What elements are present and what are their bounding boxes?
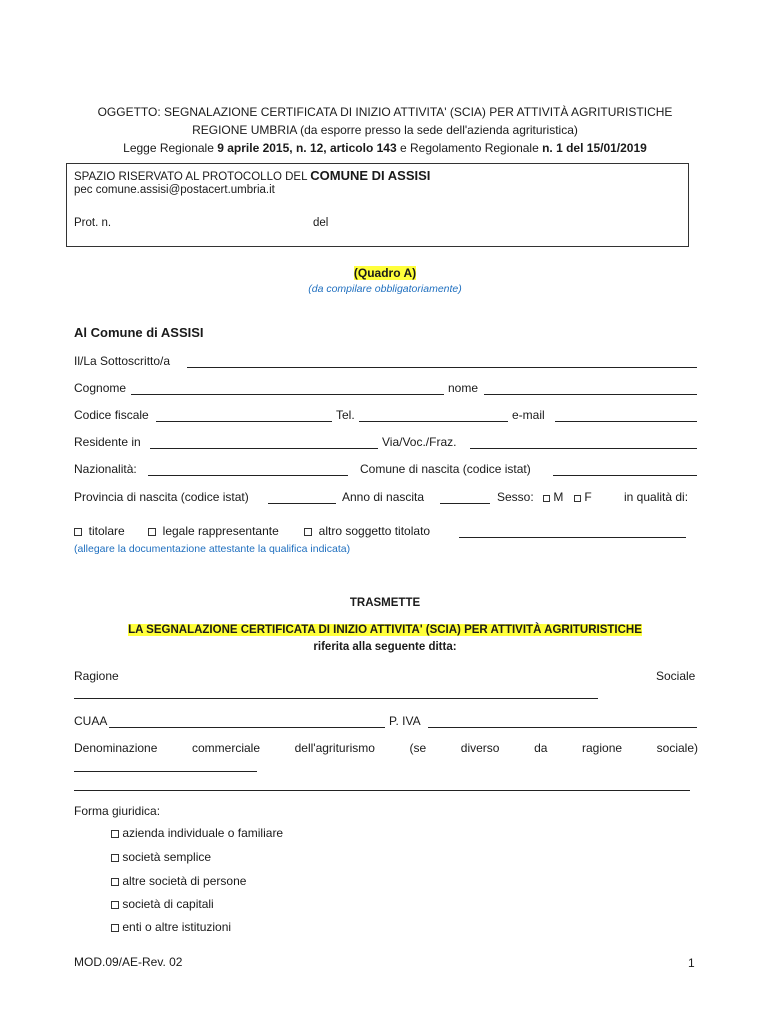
provincia-nascita-field[interactable] <box>268 503 336 504</box>
sociale-label: Sociale <box>656 669 696 683</box>
quadro-title-wrap <box>0 266 770 280</box>
header-line-2: REGIONE UMBRIA (da esporre presso la sede dell'azienda agrituristica) <box>192 123 578 137</box>
denominazione-word: (se <box>409 741 427 755</box>
legale-label: legale rappresentante <box>162 524 279 538</box>
protocol-title-text: SPAZIO RISERVATO AL PROTOCOLLO DEL <box>74 171 311 183</box>
codice-fiscale-field[interactable] <box>156 421 332 422</box>
sesso-f-option[interactable] <box>574 490 592 504</box>
trasmette-sub: riferita alla seguente ditta: <box>313 641 457 653</box>
titolare-label: titolare <box>88 524 125 538</box>
denominazione-field-2[interactable] <box>74 790 690 791</box>
codice-fiscale-label: Codice fiscale <box>74 408 149 422</box>
denominazione-word: Denominazione <box>74 741 158 755</box>
ragione-sociale-field[interactable] <box>74 698 598 699</box>
law-label: Legge Regionale <box>123 141 218 155</box>
denominazione-word: diverso <box>460 741 500 755</box>
forma-option-label: altre società di persone <box>122 874 247 888</box>
cuaa-label: CUAA <box>74 714 108 728</box>
forma-label: Forma giuridica: <box>74 804 161 818</box>
sottoscritto-field[interactable] <box>187 367 697 368</box>
checkbox-icon[interactable] <box>111 924 119 932</box>
sesso-label: Sesso: <box>497 490 534 504</box>
denominazione-line <box>74 741 698 755</box>
tel-label: Tel. <box>336 408 355 422</box>
denominazione-word: ragione <box>582 741 623 755</box>
checkbox-icon[interactable] <box>111 901 119 909</box>
qualita-label: in qualità di: <box>624 490 689 504</box>
piva-label: P. IVA <box>389 714 421 728</box>
email-field[interactable] <box>555 421 697 422</box>
checkbox-icon[interactable] <box>111 854 119 862</box>
footer-code: MOD.09/AE-Rev. 02 <box>74 955 183 969</box>
cognome-field[interactable] <box>131 394 444 395</box>
cuaa-field[interactable] <box>109 727 385 728</box>
residente-field[interactable] <box>150 448 378 449</box>
law-reference: 9 aprile 2015, n. 12, articolo 143 <box>217 141 397 155</box>
tel-field[interactable] <box>359 421 508 422</box>
piva-field[interactable] <box>428 727 697 728</box>
qualifica-note: (allegare la documentazione attestante la qualifica indicata) <box>74 543 351 555</box>
forma-option[interactable] <box>111 850 211 864</box>
residente-label: Residente in <box>74 435 141 449</box>
email-label: e-mail <box>512 408 545 422</box>
quadro-title: (Quadro A) <box>353 266 417 280</box>
forma-option-label: enti o altre istituzioni <box>122 920 232 934</box>
checkbox-icon[interactable] <box>111 830 119 838</box>
forma-option-label: società semplice <box>122 850 212 864</box>
denominazione-word: dell'agriturismo <box>294 741 375 755</box>
header-line-1: OGGETTO: SEGNALAZIONE CERTIFICATA DI INIZIO ATTIVITA' (SCIA) PER ATTIVITÀ AGRITURISTICHE <box>97 105 673 119</box>
denominazione-word: commerciale <box>191 741 260 755</box>
quadro-subtitle: (da compilare obbligatoriamente) <box>308 283 462 295</box>
pec-address: pec comune.assisi@postacert.umbria.it <box>74 184 275 196</box>
altro-label: altro soggetto titolato <box>318 524 431 538</box>
via-field[interactable] <box>470 448 697 449</box>
sesso-m-checkbox[interactable] <box>543 495 550 502</box>
header-line-3 <box>0 141 770 155</box>
comune-nascita-label: Comune di nascita (codice istat) <box>360 462 531 476</box>
trasmette-highlight-wrap <box>0 624 770 636</box>
protocol-box <box>66 163 689 247</box>
provincia-nascita-label: Provincia di nascita (codice istat) <box>74 490 249 504</box>
cognome-label: Cognome <box>74 381 127 395</box>
recipient: Al Comune di ASSISI <box>74 325 204 340</box>
qualifica-altro-option[interactable] <box>304 524 430 538</box>
ragione-label: Ragione <box>74 669 119 683</box>
protocol-title <box>74 168 430 183</box>
comune-nascita-field[interactable] <box>553 475 697 476</box>
nazionalita-field[interactable] <box>148 475 348 476</box>
checkbox-icon[interactable] <box>111 878 119 886</box>
forma-option[interactable] <box>111 826 283 840</box>
via-label: Via/Voc./Fraz. <box>382 435 457 449</box>
regulation-label: e Regolamento Regionale <box>396 141 543 155</box>
legale-checkbox[interactable] <box>148 528 156 536</box>
comune-name: COMUNE DI ASSISI <box>310 168 431 183</box>
nome-field[interactable] <box>484 394 697 395</box>
qualifica-legale-option[interactable] <box>148 524 279 538</box>
regulation-reference: n. 1 del 15/01/2019 <box>542 141 647 155</box>
trasmette-title: TRASMETTE <box>349 597 421 609</box>
forma-option[interactable] <box>111 920 231 934</box>
denominazione-word: sociale) <box>656 741 698 755</box>
titolare-checkbox[interactable] <box>74 528 82 536</box>
nazionalita-label: Nazionalità: <box>74 462 137 476</box>
sesso-f-label: F <box>584 490 592 504</box>
altro-field[interactable] <box>459 537 686 538</box>
page-number: 1 <box>688 956 695 970</box>
sesso-m-option[interactable] <box>543 490 563 504</box>
prot-number-label: Prot. n. <box>74 217 112 229</box>
forma-option[interactable] <box>111 874 246 888</box>
forma-option-label: azienda individuale o familiare <box>122 826 284 840</box>
forma-option-label: società di capitali <box>122 897 214 911</box>
anno-nascita-field[interactable] <box>440 503 490 504</box>
sesso-m-label: M <box>553 490 564 504</box>
trasmette-highlight: LA SEGNALAZIONE CERTIFICATA DI INIZIO ATTIVITA' (SCIA) PER ATTIVITÀ AGRITURISTICHE <box>128 624 642 636</box>
nome-label: nome <box>448 381 479 395</box>
sottoscritto-label: Il/La Sottoscritto/a <box>74 354 171 368</box>
anno-nascita-label: Anno di nascita <box>342 490 425 504</box>
sesso-f-checkbox[interactable] <box>574 495 581 502</box>
forma-option[interactable] <box>111 897 214 911</box>
qualifica-titolare-option[interactable] <box>74 524 125 538</box>
altro-checkbox[interactable] <box>304 528 312 536</box>
prot-date-label: del <box>313 217 329 229</box>
denominazione-field-1[interactable] <box>74 771 257 772</box>
denominazione-word: da <box>534 741 548 755</box>
